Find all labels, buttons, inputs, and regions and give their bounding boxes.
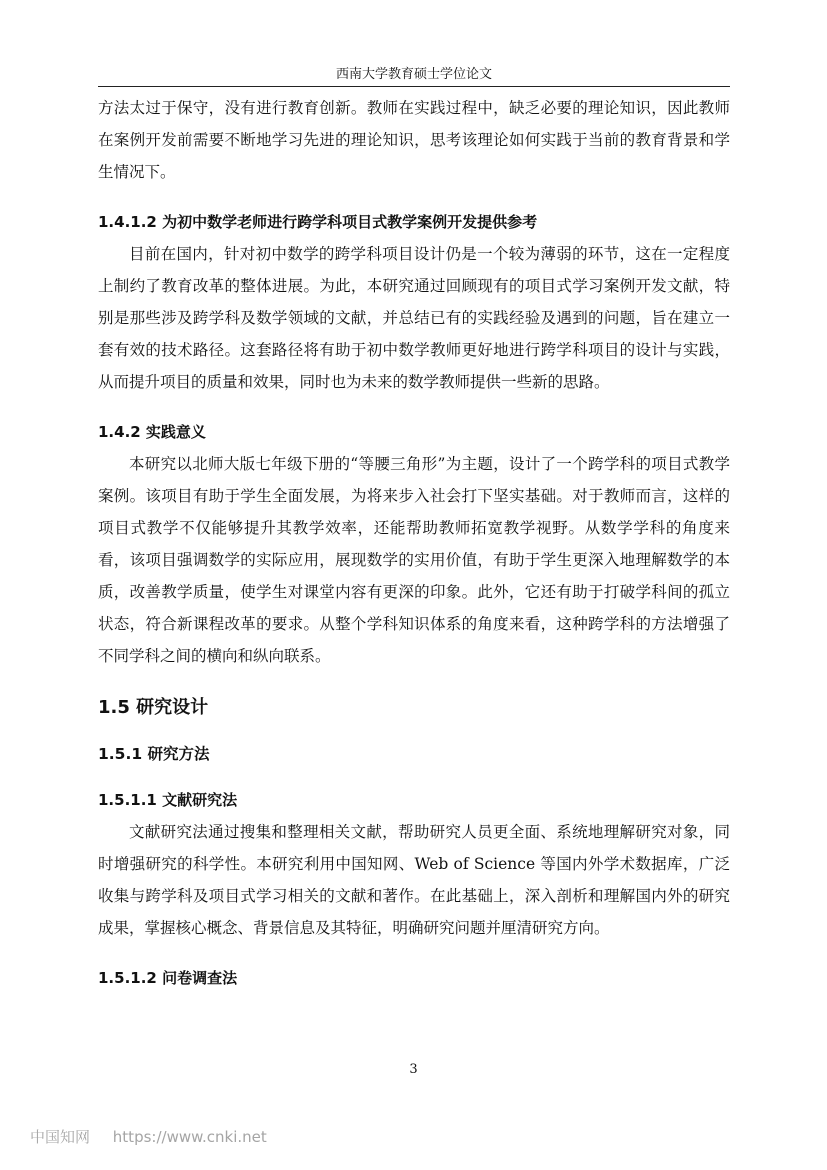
paragraph-reference-value: 目前在国内，针对初中数学的跨学科项目设计仍是一个较为薄弱的环节，这在一定程度上制约了教育改革的整体进展。为此，本研究通过回顾现有的项目式学习案例开发文献，特别是那些涉及跨学科及数学领域的文献，并总结已有的实践经验及遇到的问题，旨在建立一套有效的技术路径。这套路径将有助于初中数学教师更好地进行跨学科项目的设计与实践，从而提升项目的质量和效果，同时也为未来的数学教师提供一些新的思路。 — [98, 245, 730, 391]
page-body — [98, 92, 730, 994]
heading-1-5-1-2: 1.5.1.2 问卷调查法 — [98, 969, 238, 987]
paragraph-practical-significance: 本研究以北师大版七年级下册的“等腰三角形”为主题，设计了一个跨学科的项目式教学案例。该项目有助于学生全面发展，为将来步入社会打下坚实基础。对于教师而言，这样的项目式教学不仅能够提升其教学效率，还能帮助教师拓宽教学视野。从数学学科的角度来看，该项目强调数学的实际应用，展现数学的实用价值，有助于学生更深入地理解数学的本质，改善教学质量，使学生对课堂内容有更深的印象。此外，它还有助于打破学科间的孤立状态，符合新课程改革的要求。从整个学科知识体系的角度来看，这种跨学科的方法增强了不同学科之间的横向和纵向联系。 — [98, 455, 730, 665]
heading-1-4-1-2: 1.4.1.2 为初中数学老师进行跨学科项目式教学案例开发提供参考 — [98, 213, 538, 231]
cnki-logo-text: 中国知网 — [30, 1128, 91, 1146]
cnki-watermark — [30, 1126, 267, 1147]
heading-1-4-2: 1.4.2 实践意义 — [98, 423, 206, 441]
paragraph-literature-method: 文献研究法通过搜集和整理相关文献，帮助研究人员更全面、系统地理解研究对象，同时增强研究的科学性。本研究利用中国知网、Web of Science 等国内外学术数据库，广泛收集与跨学科及项目式学习相关的文献和著作。在此基础上，深入剖析和理解国内外的研究成果，掌握核心概念、背景信息及其特征，明确研究问题并厘清研究方向。 — [98, 823, 730, 937]
heading-1-5-1-1: 1.5.1.1 文献研究法 — [98, 791, 238, 809]
cnki-url: https://www.cnki.net — [112, 1128, 267, 1146]
heading-1-5-1: 1.5.1 研究方法 — [98, 745, 210, 763]
heading-1-5: 1.5 研究设计 — [98, 697, 209, 718]
paragraph-continuation: 方法太过于保守，没有进行教育创新。教师在实践过程中，缺乏必要的理论知识，因此教师在案例开发前需要不断地学习先进的理论知识，思考该理论如何实践于当前的教育背景和学生情况下。 — [98, 99, 730, 181]
page-number: 3 — [409, 1062, 418, 1077]
running-header: 西南大学教育硕士学位论文 — [98, 64, 730, 87]
